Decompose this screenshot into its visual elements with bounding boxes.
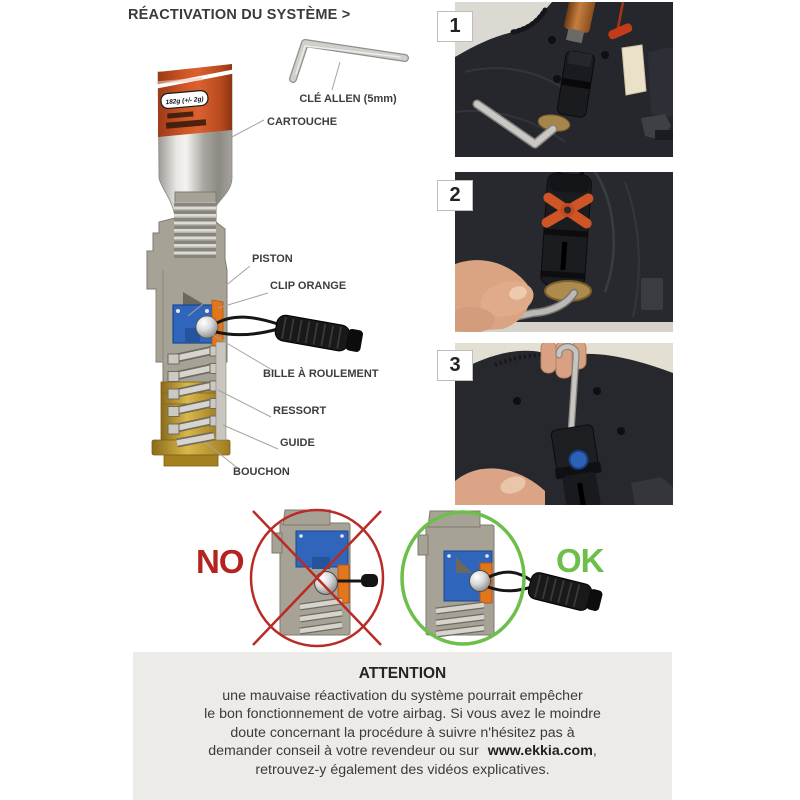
attention-line-5: retrouvez-y également des vidéos explicatives. bbox=[255, 761, 550, 778]
cartouche-label: CARTOUCHE bbox=[267, 116, 338, 128]
attention-line-1: une mauvaise réactivation du système pourrait empêcher bbox=[222, 688, 583, 704]
cartridge-threads bbox=[174, 202, 216, 258]
step3-photo bbox=[455, 343, 673, 505]
mechanism-cutaway-diagram bbox=[128, 30, 430, 490]
attention-line4-suffix: , bbox=[592, 743, 597, 760]
attention-line-3: doute concernant la procédure à suivre n'hésitez pas à bbox=[230, 724, 575, 741]
bille-a-roulement-label: BILLE À ROULEMENT bbox=[263, 368, 379, 380]
ressort-label: RESSORT bbox=[273, 405, 327, 417]
step3-number-badge bbox=[437, 350, 473, 381]
website-text: www.ekkia.com bbox=[487, 743, 593, 760]
piston-screw bbox=[176, 309, 180, 313]
step2-number: 2 bbox=[449, 184, 461, 206]
page-title: RÉACTIVATION DU SYSTÈME > bbox=[128, 7, 351, 23]
no-ok-comparison bbox=[180, 495, 620, 665]
bouchon-label: BOUCHON bbox=[233, 466, 290, 478]
no-label: NO bbox=[196, 543, 244, 580]
attention-title: ATTENTION bbox=[358, 665, 447, 682]
cartridge-weight-text: 182g (+/- 2g) bbox=[165, 95, 204, 107]
ok-label: OK bbox=[556, 542, 604, 579]
trigger-mechanism-photo bbox=[540, 172, 592, 287]
attention-line-2: le bon fonctionnement de votre airbag. Si vous avez le moindre bbox=[204, 706, 601, 723]
step2-photo bbox=[455, 172, 673, 332]
piston-label: PISTON bbox=[252, 253, 293, 265]
ball-bearing-part bbox=[196, 316, 218, 338]
attention-block bbox=[133, 652, 672, 800]
step1-photo bbox=[455, 2, 673, 157]
velcro-patch bbox=[641, 278, 663, 310]
step3-number: 3 bbox=[449, 354, 461, 376]
attention-line-4 bbox=[133, 742, 672, 760]
allen-key-illustration bbox=[293, 43, 405, 79]
label-tag bbox=[622, 45, 646, 95]
allen-key-label: CLÉ ALLEN (5mm) bbox=[299, 93, 397, 105]
step1-number-badge bbox=[437, 11, 473, 42]
step2-number-badge bbox=[437, 180, 473, 211]
attention-line4-prefix: demander conseil à votre revendeur ou sur bbox=[208, 743, 479, 760]
step1-number: 1 bbox=[449, 15, 461, 37]
clip-orange-label: CLIP ORANGE bbox=[270, 280, 347, 292]
pull-lanyard bbox=[216, 314, 364, 355]
piston-screw bbox=[205, 309, 209, 313]
guide-label: GUIDE bbox=[280, 437, 315, 449]
